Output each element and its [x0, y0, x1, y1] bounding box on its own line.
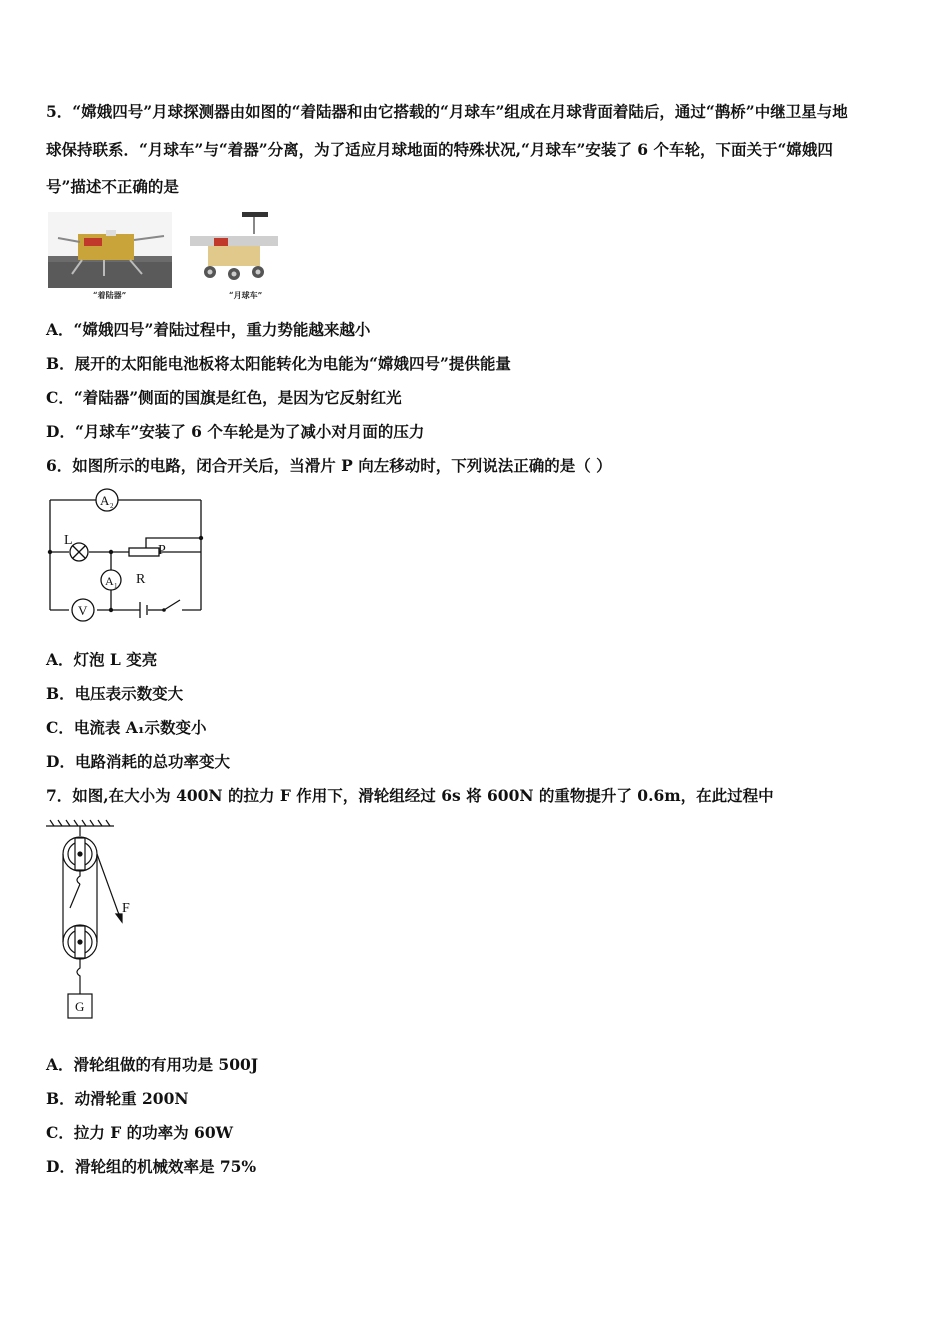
slider-label: P: [158, 543, 166, 558]
q7-option-b: B．动滑轮重 200N: [46, 1089, 189, 1108]
q6-stem: 6．如图所示的电路，闭合开关后，当滑片 P 向左移动时，下列说法正确的是（ ）: [46, 456, 612, 475]
lamp-label: L: [64, 533, 73, 548]
pulley-diagram: [42, 818, 142, 1024]
ammeter-a2-label: A: [100, 493, 110, 508]
voltmeter-label: V: [78, 603, 88, 618]
q6-option-c: C．电流表 A₁示数变小: [46, 718, 207, 737]
q7-option-c: C．拉力 F 的功率为 60W: [46, 1123, 234, 1142]
q5-option-b: B．展开的太阳能电池板将太阳能转化为电能为“嫦娥四号”提供能量: [46, 354, 511, 373]
q5-option-d: D．“月球车”安装了 6 个车轮是为了减小对月面的压力: [46, 422, 425, 441]
q5-stem-line2: 球保持联系．“月球车”与“着器”分离，为了适应月球地面的特殊状况,“月球车”安装了 6 个车轮，下面关于“嫦娥四: [46, 140, 833, 159]
q6-option-b: B．电压表示数变大: [46, 684, 184, 703]
circuit-diagram: [44, 488, 210, 624]
rover-caption: “月球车”: [229, 290, 263, 300]
q5-stem-line3: 号”描述不正确的是: [46, 177, 179, 196]
q7-stem: 7．如图,在大小为 400N 的拉力 F 作用下，滑轮组经过 6s 将 600N 的重物提升了 0.6m，在此过程中: [46, 786, 774, 805]
q5-stem-line1: 5．“嫦娥四号”月球探测器由如图的“着陆器和由它搭载的“月球车”组成在月球背面着陆后，通过“鹊桥”中继卫星与地: [46, 102, 848, 121]
q7-option-d: D．滑轮组的机械效率是 75%: [46, 1157, 257, 1176]
lander-image: [48, 212, 172, 288]
rover-image: [186, 210, 284, 288]
q6-option-a: A．灯泡 L 变亮: [46, 650, 158, 669]
ammeter-a1-sub: 1: [114, 582, 118, 590]
lander-caption: “着陆器”: [93, 290, 127, 300]
q5-option-c: C．“着陆器”侧面的国旗是红色，是因为它反射红光: [46, 388, 402, 407]
weight-label: G: [75, 999, 85, 1014]
q7-option-a: A．滑轮组做的有用功是 500J: [46, 1055, 259, 1074]
rheostat-label: R: [136, 572, 146, 587]
q6-option-d: D．电路消耗的总功率变大: [46, 752, 230, 771]
force-label: F: [122, 901, 130, 916]
q5-option-a: A．“嫦娥四号”着陆过程中，重力势能越来越小: [46, 320, 371, 339]
ammeter-a1-label: A: [105, 574, 114, 588]
ammeter-a2-sub: 2: [110, 502, 114, 510]
